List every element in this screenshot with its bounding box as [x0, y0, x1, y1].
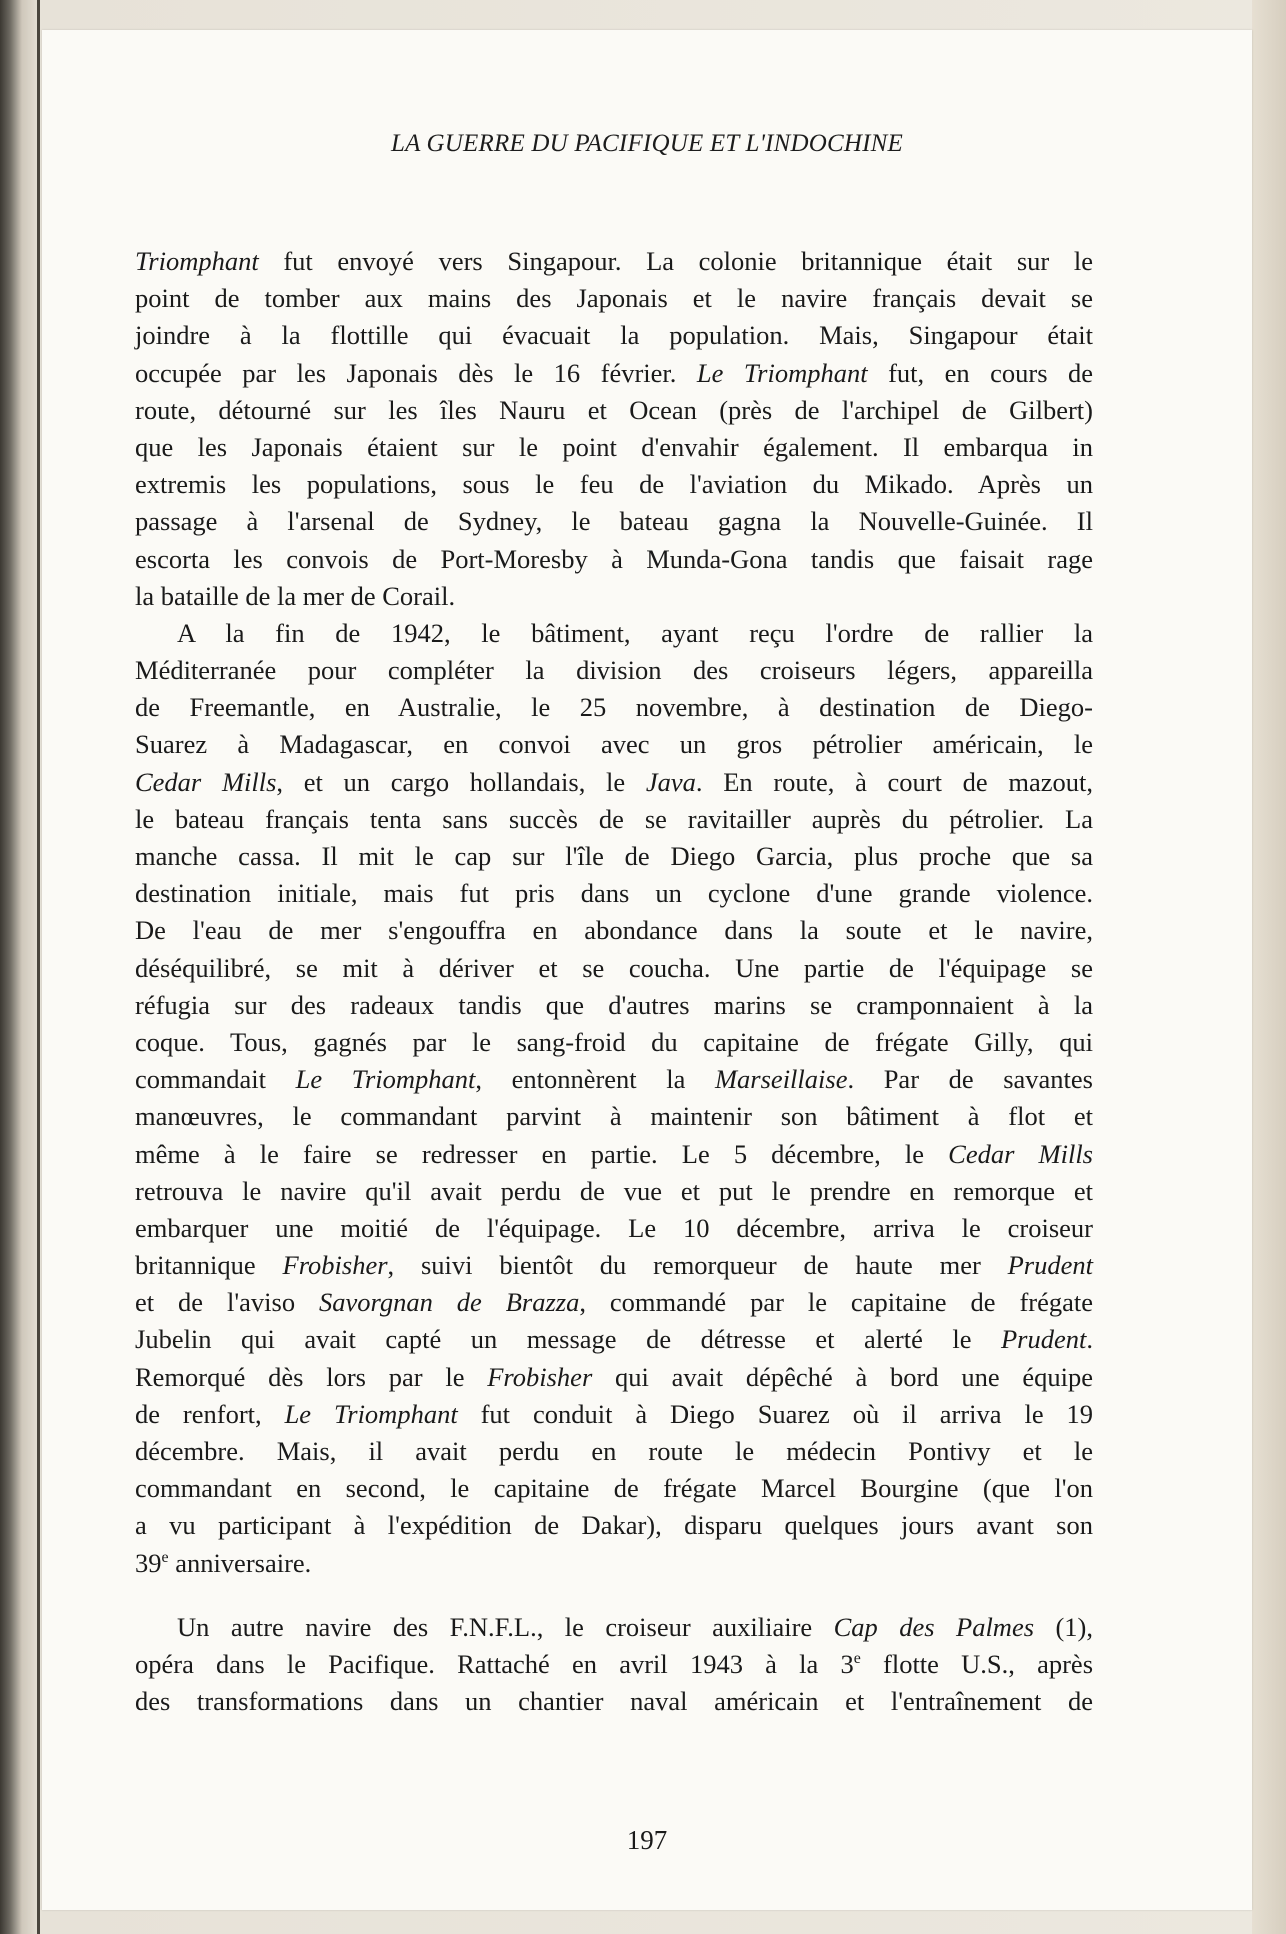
- text-run: fut conduit à Diego Suarez où il arriva le 19: [457, 1398, 1093, 1429]
- ship-name: Le Triomphant: [284, 1398, 458, 1429]
- text-run: opéra dans le Pacifique. Rattaché en avril 1943 à la 3: [135, 1648, 854, 1679]
- text-run: fut, en cours de: [867, 357, 1093, 388]
- text-run: et de l'aviso: [135, 1287, 320, 1318]
- text-line: [135, 1284, 1093, 1321]
- text-line: [135, 1024, 1093, 1061]
- text-run: réfugia sur des radeaux tandis que d'autres marins se cramponnaient à la: [135, 989, 1093, 1020]
- text-run: De l'eau de mer s'engouffra en abondance dans la soute et le navire,: [135, 915, 1093, 946]
- ship-name: Prudent: [1001, 1324, 1087, 1355]
- text-run: le bateau français tenta sans succès de se ravitailler auprès du pétrolier. La: [135, 803, 1093, 834]
- text-line: [135, 1545, 1093, 1582]
- text-run: , entonnèrent la: [475, 1064, 715, 1095]
- text-run: Suarez à Madagascar, en convoi avec un gros pétrolier américain, le: [135, 729, 1093, 760]
- text-line: [135, 689, 1093, 726]
- text-run: A la fin de 1942, le bâtiment, ayant reçu l'ordre de rallier la: [177, 617, 1093, 648]
- text-run: retrouva le navire qu'il avait perdu de vue et put le prendre en remorque et: [135, 1175, 1093, 1206]
- text-run: (1),: [1034, 1611, 1093, 1642]
- text-line: [135, 1136, 1093, 1173]
- text-line: [135, 503, 1093, 540]
- text-run: qui avait dépêché à bord une équipe: [592, 1361, 1093, 1392]
- text-run: flotte U.S., après: [860, 1648, 1094, 1679]
- text-run: que les Japonais étaient sur le point d'envahir également. Il embarqua in: [135, 431, 1093, 462]
- text-line: [135, 615, 1093, 652]
- text-line: [135, 1247, 1093, 1284]
- text-run: commandant en second, le capitaine de frégate Marcel Bourgine (que l'on: [135, 1473, 1093, 1504]
- text-run: passage à l'arsenal de Sydney, le bateau gagna la Nouvelle-Guinée. Il: [135, 506, 1093, 537]
- text-run: extremis les populations, sous le feu de l'aviation du Mikado. Après un: [135, 469, 1093, 500]
- text-line: [135, 801, 1093, 838]
- ship-name: Le Triomphant: [295, 1064, 476, 1095]
- ship-name: Cedar Mills: [948, 1138, 1093, 1169]
- book-page: [42, 30, 1252, 1910]
- ship-name: Prudent: [1007, 1250, 1093, 1281]
- text-run: a vu participant à l'expédition de Dakar), disparu quelques jours avant son: [135, 1510, 1093, 1541]
- text-line: [135, 243, 1093, 280]
- text-run: décembre. Mais, il avait perdu en route le médecin Pontivy et le: [135, 1436, 1093, 1466]
- text-line: [135, 987, 1093, 1024]
- ordinal-superscript: e: [161, 1548, 169, 1566]
- text-run: des transformations dans un chantier naval américain et l'entraînement de: [135, 1686, 1093, 1717]
- text-run: Méditerranée pour compléter la division des croiseurs légers, appareilla: [135, 655, 1093, 686]
- text-line: [135, 1173, 1093, 1210]
- anthem-name: Marseillaise: [714, 1064, 848, 1095]
- book-spine: [37, 0, 40, 1934]
- text-run: de Freemantle, en Australie, le 25 novembre, à destination de Diego-: [135, 692, 1093, 723]
- text-line: [135, 541, 1093, 578]
- text-run: route, détourné sur les îles Nauru et Ocean (près de l'archipel de Gilbert): [135, 394, 1093, 425]
- text-run: , suivi bientôt du remorqueur de haute mer: [387, 1250, 1008, 1281]
- text-run: point de tomber aux mains des Japonais et le navire français devait se: [135, 283, 1093, 314]
- text-line: [135, 1061, 1093, 1098]
- ship-name: Java: [645, 766, 696, 797]
- ship-name: Frobisher: [487, 1361, 593, 1392]
- text-line: [135, 355, 1093, 392]
- text-run: . En route, à court de mazout,: [695, 766, 1094, 797]
- running-title: LA GUERRE DU PACIFIQUE ET L'INDOCHINE: [390, 130, 904, 157]
- text-run: joindre à la flottille qui évacuait la population. Mais, Singapour était: [135, 320, 1093, 351]
- text-run: Remorqué dès lors par le: [135, 1361, 488, 1392]
- page-number: 197: [626, 1825, 668, 1855]
- text-line: [135, 726, 1093, 763]
- text-line: [135, 1609, 1093, 1646]
- text-run: , et un cargo hollandais, le: [276, 766, 646, 797]
- ship-name: Cedar Mills: [135, 766, 277, 797]
- text-line: [135, 764, 1093, 801]
- text-run: manœuvres, le commandant parvint à maintenir son bâtiment à flot et: [135, 1101, 1093, 1132]
- text-run: Un autre navire des F.N.F.L., le croiseur auxiliaire: [177, 1611, 834, 1642]
- text-run: . Par de savantes: [847, 1064, 1093, 1095]
- text-run: .: [1086, 1324, 1093, 1355]
- text-line: [135, 1646, 1093, 1683]
- ship-name: Frobisher: [282, 1250, 388, 1281]
- ship-name: Savorgnan de Brazza: [319, 1287, 580, 1318]
- text-run: embarquer une moitié de l'équipage. Le 10 décembre, arriva le croiseur: [135, 1212, 1093, 1243]
- text-run: fut envoyé vers Singapour. La colonie britannique était sur le: [258, 246, 1093, 276]
- text-run: la bataille de la mer de Corail.: [135, 580, 456, 611]
- text-line: [135, 1470, 1093, 1507]
- text-line: [135, 838, 1093, 875]
- text-line: [135, 912, 1093, 949]
- text-line: [135, 875, 1093, 912]
- text-line: [135, 280, 1093, 317]
- text-line: [135, 950, 1093, 987]
- text-run: destination initiale, mais fut pris dans un cyclone d'une grande violence.: [135, 878, 1093, 909]
- text-run: manche cassa. Il mit le cap sur l'île de Diego Garcia, plus proche que sa: [135, 841, 1093, 871]
- text-run: , commandé par le capitaine de frégate: [579, 1287, 1093, 1318]
- text-run: britannique: [135, 1250, 283, 1281]
- ship-name: Le Triomphant: [696, 357, 868, 388]
- text-line: [135, 1433, 1093, 1470]
- text-run: commandait: [135, 1064, 296, 1095]
- text-line: [135, 392, 1093, 429]
- text-run: coque. Tous, gagnés par le sang-froid du capitaine de frégate Gilly, qui: [135, 1026, 1093, 1057]
- text-line: [135, 1098, 1093, 1135]
- text-run: Jubelin qui avait capté un message de détresse et alerté le: [135, 1324, 1001, 1355]
- text-line: [135, 1321, 1093, 1358]
- ship-name: Triomphant: [135, 246, 259, 276]
- text-line: [135, 429, 1093, 466]
- text-line: [135, 652, 1093, 689]
- text-line: [135, 466, 1093, 503]
- ordinal-superscript: e: [853, 1650, 861, 1668]
- text-line: [135, 1507, 1093, 1544]
- text-run: anniversaire.: [168, 1547, 312, 1578]
- body-text: [135, 243, 1093, 1720]
- ship-name: Cap des Palmes: [833, 1611, 1035, 1642]
- paragraph-gap: [135, 1582, 1093, 1609]
- text-line: [135, 1359, 1093, 1396]
- text-line: [135, 317, 1093, 354]
- text-line: [135, 1683, 1093, 1720]
- page-edge: [1252, 0, 1286, 1934]
- text-run: déséquilibré, se mit à dériver et se coucha. Une partie de l'équipage se: [135, 952, 1093, 983]
- text-line: [135, 1396, 1093, 1433]
- text-run: occupée par les Japonais dès le 16 février.: [135, 357, 697, 388]
- text-run: 39: [135, 1547, 162, 1578]
- text-run: même à le faire se redresser en partie. Le 5 décembre, le: [135, 1138, 949, 1169]
- text-line: [135, 578, 1093, 615]
- text-run: de renfort,: [135, 1398, 285, 1429]
- text-run: escorta les convois de Port-Moresby à Munda-Gona tandis que faisait rage: [135, 543, 1093, 574]
- text-line: [135, 1210, 1093, 1247]
